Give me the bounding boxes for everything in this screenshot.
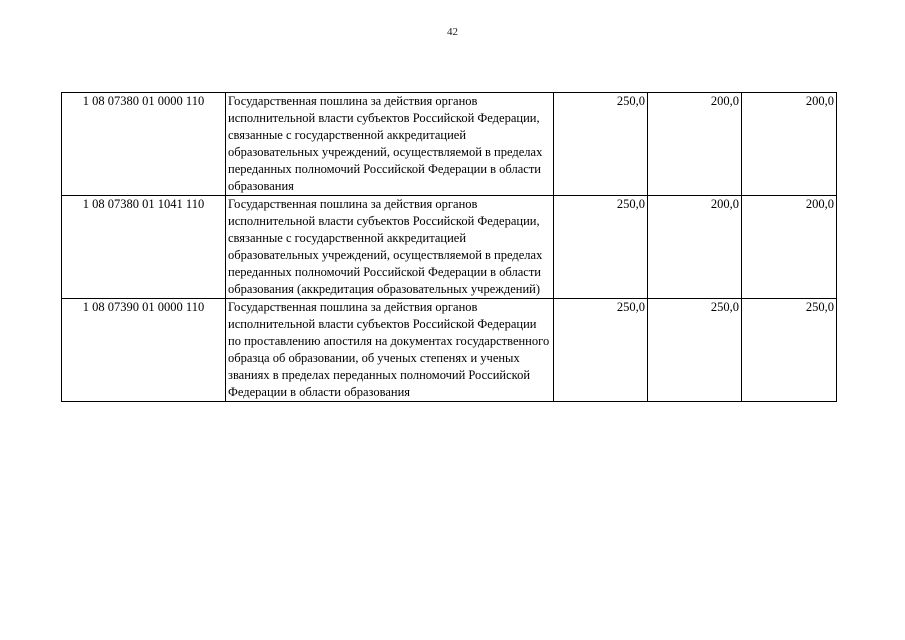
classification-code: 1 08 07390 01 0000 110: [62, 299, 226, 402]
table-row: [62, 196, 837, 299]
amount-cell: 200,0: [648, 93, 742, 196]
revenue-description: Государственная пошлина за действия органов исполнительной власти субъектов Российской Федерации, связанные с государственной аккредитацией образовательных учреждений, осуществляемой в пределах переданных полномочий Российской Федерации в области образования (аккредитация образовательных учреждений): [226, 196, 554, 299]
revenue-description: Государственная пошлина за действия органов исполнительной власти субъектов Российской Федерации, связанные с государственной аккредитацией образовательных учреждений, осуществляемой в пределах переданных полномочий Российской Федерации в области образования: [226, 93, 554, 196]
amount-cell: 200,0: [742, 196, 837, 299]
amount-cell: 250,0: [648, 299, 742, 402]
page-number: 42: [447, 26, 458, 38]
amount-cell: 250,0: [742, 299, 837, 402]
budget-table: [61, 92, 837, 402]
table-row: [62, 299, 837, 402]
classification-code: 1 08 07380 01 0000 110: [62, 93, 226, 196]
revenue-description: Государственная пошлина за действия органов исполнительной власти субъектов Российской Федерации по проставлению апостиля на документах государственного образца об образовании, об ученых степенях и ученых званиях в пределах переданных полномочий Российской Федерации в области образования: [226, 299, 554, 402]
amount-cell: 250,0: [554, 299, 648, 402]
amount-cell: 250,0: [554, 93, 648, 196]
classification-code: 1 08 07380 01 1041 110: [62, 196, 226, 299]
amount-cell: 200,0: [742, 93, 837, 196]
table-row: [62, 93, 837, 196]
amount-cell: 250,0: [554, 196, 648, 299]
amount-cell: 200,0: [648, 196, 742, 299]
